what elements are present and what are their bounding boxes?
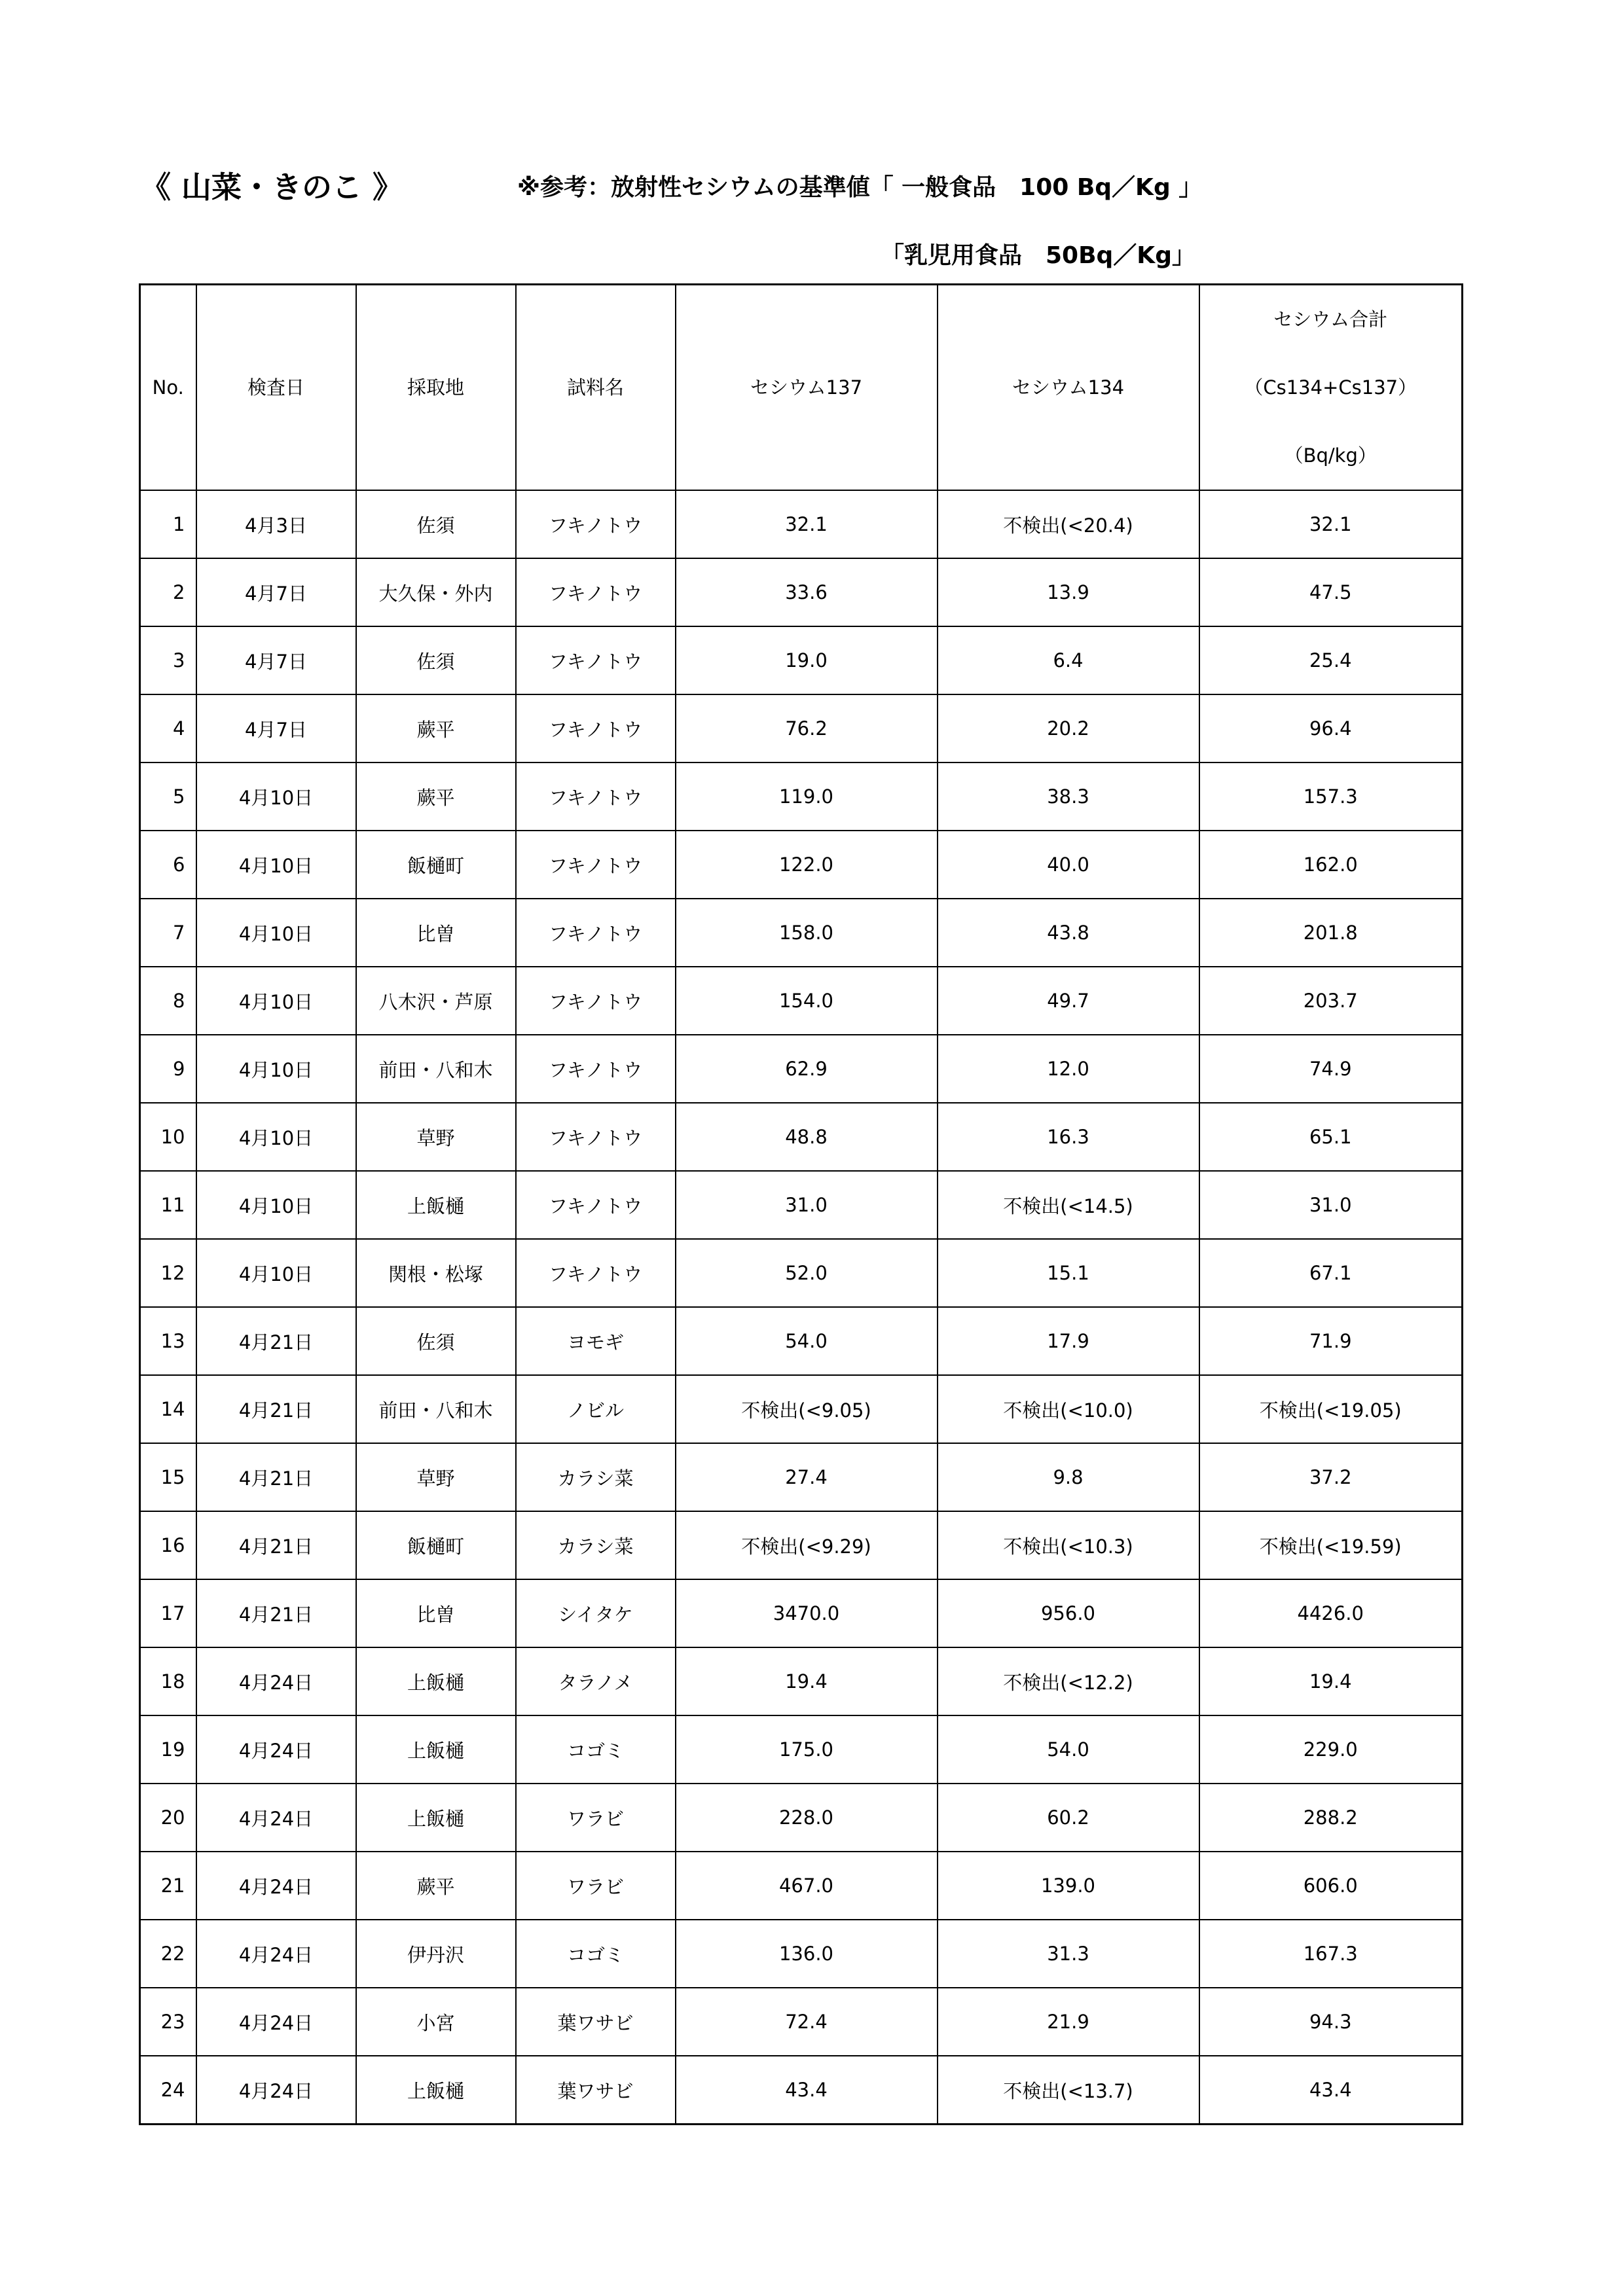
table-row [140, 1579, 1463, 1647]
cell-cs134: 21.9 [938, 1988, 1199, 2056]
cell-sample: ワラビ [516, 1784, 676, 1852]
table-row [140, 1647, 1463, 1715]
cell-cs134: 不検出(<12.2) [938, 1647, 1199, 1715]
cell-location: 蕨平 [356, 762, 516, 831]
cell-no: 18 [140, 1647, 196, 1715]
cell-cs137: 54.0 [676, 1307, 938, 1375]
cell-location: 佐須 [356, 1307, 516, 1375]
cell-date: 4月7日 [196, 558, 356, 626]
cell-total: 229.0 [1199, 1715, 1463, 1784]
cell-sample: フキノトウ [516, 1035, 676, 1103]
cell-cs134: 43.8 [938, 899, 1199, 967]
cell-cs134: 15.1 [938, 1239, 1199, 1307]
cell-sample: フキノトウ [516, 626, 676, 694]
table-row [140, 1307, 1463, 1375]
cell-no: 15 [140, 1443, 196, 1511]
cell-no: 4 [140, 694, 196, 762]
cell-sample: タラノメ [516, 1647, 676, 1715]
cell-cs137: 43.4 [676, 2056, 938, 2125]
table-header-row [140, 285, 1463, 491]
cell-sample: フキノトウ [516, 967, 676, 1035]
cell-location: 前田・八和木 [356, 1035, 516, 1103]
cell-location: 上飯樋 [356, 1715, 516, 1784]
cell-no: 23 [140, 1988, 196, 2056]
table-row [140, 1035, 1463, 1103]
cell-cs137: 19.4 [676, 1647, 938, 1715]
table-row [140, 1239, 1463, 1307]
cell-cs137: 27.4 [676, 1443, 938, 1511]
cell-date: 4月21日 [196, 1579, 356, 1647]
table-row [140, 1784, 1463, 1852]
cell-no: 22 [140, 1920, 196, 1988]
cell-total: 288.2 [1199, 1784, 1463, 1852]
cell-cs137: 48.8 [676, 1103, 938, 1171]
cell-date: 4月10日 [196, 1035, 356, 1103]
cell-no: 11 [140, 1171, 196, 1239]
cell-location: 伊丹沢 [356, 1920, 516, 1988]
page-title: 《 山菜・きのこ 》 [141, 170, 403, 205]
cell-sample: コゴミ [516, 1920, 676, 1988]
cell-date: 4月10日 [196, 967, 356, 1035]
cell-date: 4月24日 [196, 1715, 356, 1784]
cell-location: 飯樋町 [356, 1511, 516, 1579]
cell-no: 14 [140, 1375, 196, 1443]
cell-no: 8 [140, 967, 196, 1035]
table-row [140, 967, 1463, 1035]
cell-cs137: 154.0 [676, 967, 938, 1035]
cell-cs134: 20.2 [938, 694, 1199, 762]
cell-no: 2 [140, 558, 196, 626]
cell-cs134: 9.8 [938, 1443, 1199, 1511]
table-row [140, 1375, 1463, 1443]
cell-sample: コゴミ [516, 1715, 676, 1784]
cell-total: 203.7 [1199, 967, 1463, 1035]
cell-no: 21 [140, 1852, 196, 1920]
cell-sample: フキノトウ [516, 694, 676, 762]
cell-no: 6 [140, 831, 196, 899]
cell-total: 不検出(<19.05) [1199, 1375, 1463, 1443]
cell-cs137: 19.0 [676, 626, 938, 694]
cell-cs137: 175.0 [676, 1715, 938, 1784]
cell-no: 10 [140, 1103, 196, 1171]
table-row [140, 558, 1463, 626]
table-row [140, 762, 1463, 831]
cell-date: 4月21日 [196, 1443, 356, 1511]
cell-cs134: 13.9 [938, 558, 1199, 626]
cell-cs134: 38.3 [938, 762, 1199, 831]
cell-date: 4月10日 [196, 1103, 356, 1171]
cell-cs134: 60.2 [938, 1784, 1199, 1852]
cell-cs137: 72.4 [676, 1988, 938, 2056]
cell-date: 4月7日 [196, 694, 356, 762]
cell-date: 4月24日 [196, 1647, 356, 1715]
cell-cs134: 不検出(<14.5) [938, 1171, 1199, 1239]
cell-sample: フキノトウ [516, 899, 676, 967]
cell-cs137: 62.9 [676, 1035, 938, 1103]
cell-sample: ノビル [516, 1375, 676, 1443]
cell-no: 1 [140, 490, 196, 558]
cell-cs134: 40.0 [938, 831, 1199, 899]
cesium-results-table [139, 283, 1463, 2125]
header-total [1199, 285, 1463, 491]
cell-location: 関根・松塚 [356, 1239, 516, 1307]
header-total-unit: （Bq/kg） [1284, 444, 1377, 467]
cell-cs137: 119.0 [676, 762, 938, 831]
cell-location: 佐須 [356, 626, 516, 694]
cell-total: 157.3 [1199, 762, 1463, 831]
cell-location: 草野 [356, 1103, 516, 1171]
table-row [140, 490, 1463, 558]
cell-date: 4月10日 [196, 1171, 356, 1239]
cell-no: 12 [140, 1239, 196, 1307]
cell-date: 4月24日 [196, 2056, 356, 2125]
cell-location: 飯樋町 [356, 831, 516, 899]
cell-location: 小宮 [356, 1988, 516, 2056]
cell-date: 4月24日 [196, 1920, 356, 1988]
cell-cs137: 不検出(<9.29) [676, 1511, 938, 1579]
cell-date: 4月21日 [196, 1375, 356, 1443]
table-row [140, 1103, 1463, 1171]
cell-total: 162.0 [1199, 831, 1463, 899]
cell-cs134: 139.0 [938, 1852, 1199, 1920]
cell-location: 上飯樋 [356, 1647, 516, 1715]
header-date: 検査日 [196, 285, 356, 491]
cell-total: 31.0 [1199, 1171, 1463, 1239]
cell-sample: フキノトウ [516, 558, 676, 626]
cell-cs134: 12.0 [938, 1035, 1199, 1103]
header-cs137: セシウム137 [676, 285, 938, 491]
cell-no: 17 [140, 1579, 196, 1647]
cell-cs137: 122.0 [676, 831, 938, 899]
cell-cs134: 54.0 [938, 1715, 1199, 1784]
cell-cs137: 不検出(<9.05) [676, 1375, 938, 1443]
cell-location: 草野 [356, 1443, 516, 1511]
cell-location: 佐須 [356, 490, 516, 558]
cell-no: 7 [140, 899, 196, 967]
cell-cs134: 31.3 [938, 1920, 1199, 1988]
cell-total: 96.4 [1199, 694, 1463, 762]
cell-location: 蕨平 [356, 694, 516, 762]
cell-sample: カラシ菜 [516, 1443, 676, 1511]
table-row [140, 1852, 1463, 1920]
cell-cs134: 不検出(<13.7) [938, 2056, 1199, 2125]
cell-cs134: 不検出(<20.4) [938, 490, 1199, 558]
header-total-label: セシウム合計 [1273, 308, 1388, 331]
table-row [140, 1171, 1463, 1239]
cell-location: 比曽 [356, 899, 516, 967]
header-location: 採取地 [356, 285, 516, 491]
cell-sample: フキノトウ [516, 831, 676, 899]
cell-cs137: 158.0 [676, 899, 938, 967]
cell-cs134: 16.3 [938, 1103, 1199, 1171]
cell-cs134: 49.7 [938, 967, 1199, 1035]
header-total-formula: （Cs134+Cs137） [1244, 376, 1417, 399]
table-row [140, 1443, 1463, 1511]
cell-total: 4426.0 [1199, 1579, 1463, 1647]
table-row [140, 1715, 1463, 1784]
cell-date: 4月7日 [196, 626, 356, 694]
cell-cs134: 不検出(<10.0) [938, 1375, 1199, 1443]
cell-date: 4月10日 [196, 1239, 356, 1307]
cell-sample: フキノトウ [516, 490, 676, 558]
cell-cs137: 52.0 [676, 1239, 938, 1307]
cell-total: 71.9 [1199, 1307, 1463, 1375]
cell-total: 32.1 [1199, 490, 1463, 558]
cell-sample: フキノトウ [516, 1171, 676, 1239]
cell-location: 大久保・外内 [356, 558, 516, 626]
table-row [140, 1988, 1463, 2056]
cell-total: 不検出(<19.59) [1199, 1511, 1463, 1579]
cell-cs137: 228.0 [676, 1784, 938, 1852]
cell-total: 43.4 [1199, 2056, 1463, 2125]
cell-sample: ワラビ [516, 1852, 676, 1920]
table-row [140, 831, 1463, 899]
cell-location: 上飯樋 [356, 2056, 516, 2125]
cell-no: 3 [140, 626, 196, 694]
cell-no: 5 [140, 762, 196, 831]
cell-no: 16 [140, 1511, 196, 1579]
cell-location: 蕨平 [356, 1852, 516, 1920]
cell-date: 4月10日 [196, 831, 356, 899]
cell-location: 八木沢・芦原 [356, 967, 516, 1035]
cell-date: 4月3日 [196, 490, 356, 558]
cell-date: 4月10日 [196, 899, 356, 967]
table-row [140, 626, 1463, 694]
cell-date: 4月24日 [196, 1852, 356, 1920]
cell-cs134: 不検出(<10.3) [938, 1511, 1199, 1579]
cell-sample: フキノトウ [516, 762, 676, 831]
cell-no: 9 [140, 1035, 196, 1103]
header-no: No. [140, 285, 196, 491]
cell-date: 4月24日 [196, 1988, 356, 2056]
cell-sample: ヨモギ [516, 1307, 676, 1375]
cell-total: 37.2 [1199, 1443, 1463, 1511]
header-sample: 試料名 [516, 285, 676, 491]
cell-cs137: 467.0 [676, 1852, 938, 1920]
cell-total: 65.1 [1199, 1103, 1463, 1171]
cell-date: 4月21日 [196, 1511, 356, 1579]
cell-sample: 葉ワサビ [516, 2056, 676, 2125]
cell-total: 25.4 [1199, 626, 1463, 694]
cell-cs134: 6.4 [938, 626, 1199, 694]
cell-total: 201.8 [1199, 899, 1463, 967]
cell-location: 前田・八和木 [356, 1375, 516, 1443]
cell-sample: シイタケ [516, 1579, 676, 1647]
cell-no: 20 [140, 1784, 196, 1852]
table-body [140, 490, 1463, 2125]
cell-total: 94.3 [1199, 1988, 1463, 2056]
reference-note-infant: 「乳児用食品 50Bq／Kg」 [881, 242, 1195, 269]
table-row [140, 899, 1463, 967]
cell-sample: フキノトウ [516, 1239, 676, 1307]
cell-total: 47.5 [1199, 558, 1463, 626]
cell-cs137: 3470.0 [676, 1579, 938, 1647]
header-cs134: セシウム134 [938, 285, 1199, 491]
cell-location: 上飯樋 [356, 1784, 516, 1852]
cell-no: 13 [140, 1307, 196, 1375]
cell-cs134: 956.0 [938, 1579, 1199, 1647]
cell-date: 4月21日 [196, 1307, 356, 1375]
cell-cs137: 76.2 [676, 694, 938, 762]
cell-sample: フキノトウ [516, 1103, 676, 1171]
cell-total: 167.3 [1199, 1920, 1463, 1988]
cell-total: 606.0 [1199, 1852, 1463, 1920]
cell-total: 19.4 [1199, 1647, 1463, 1715]
cell-cs137: 33.6 [676, 558, 938, 626]
cell-cs137: 31.0 [676, 1171, 938, 1239]
cell-date: 4月10日 [196, 762, 356, 831]
cell-sample: カラシ菜 [516, 1511, 676, 1579]
cell-no: 24 [140, 2056, 196, 2125]
cell-cs137: 136.0 [676, 1920, 938, 1988]
table-row [140, 2056, 1463, 2125]
table-row [140, 1511, 1463, 1579]
cell-sample: 葉ワサビ [516, 1988, 676, 2056]
cell-cs137: 32.1 [676, 490, 938, 558]
cell-total: 67.1 [1199, 1239, 1463, 1307]
cell-location: 上飯樋 [356, 1171, 516, 1239]
cell-location: 比曽 [356, 1579, 516, 1647]
cell-total: 74.9 [1199, 1035, 1463, 1103]
cell-cs134: 17.9 [938, 1307, 1199, 1375]
table-row [140, 1920, 1463, 1988]
reference-note-general: ※参考：放射性セシウムの基準値「 一般食品 100 Bq／Kg 」 [517, 174, 1203, 201]
table-row [140, 694, 1463, 762]
cell-no: 19 [140, 1715, 196, 1784]
cell-date: 4月24日 [196, 1784, 356, 1852]
